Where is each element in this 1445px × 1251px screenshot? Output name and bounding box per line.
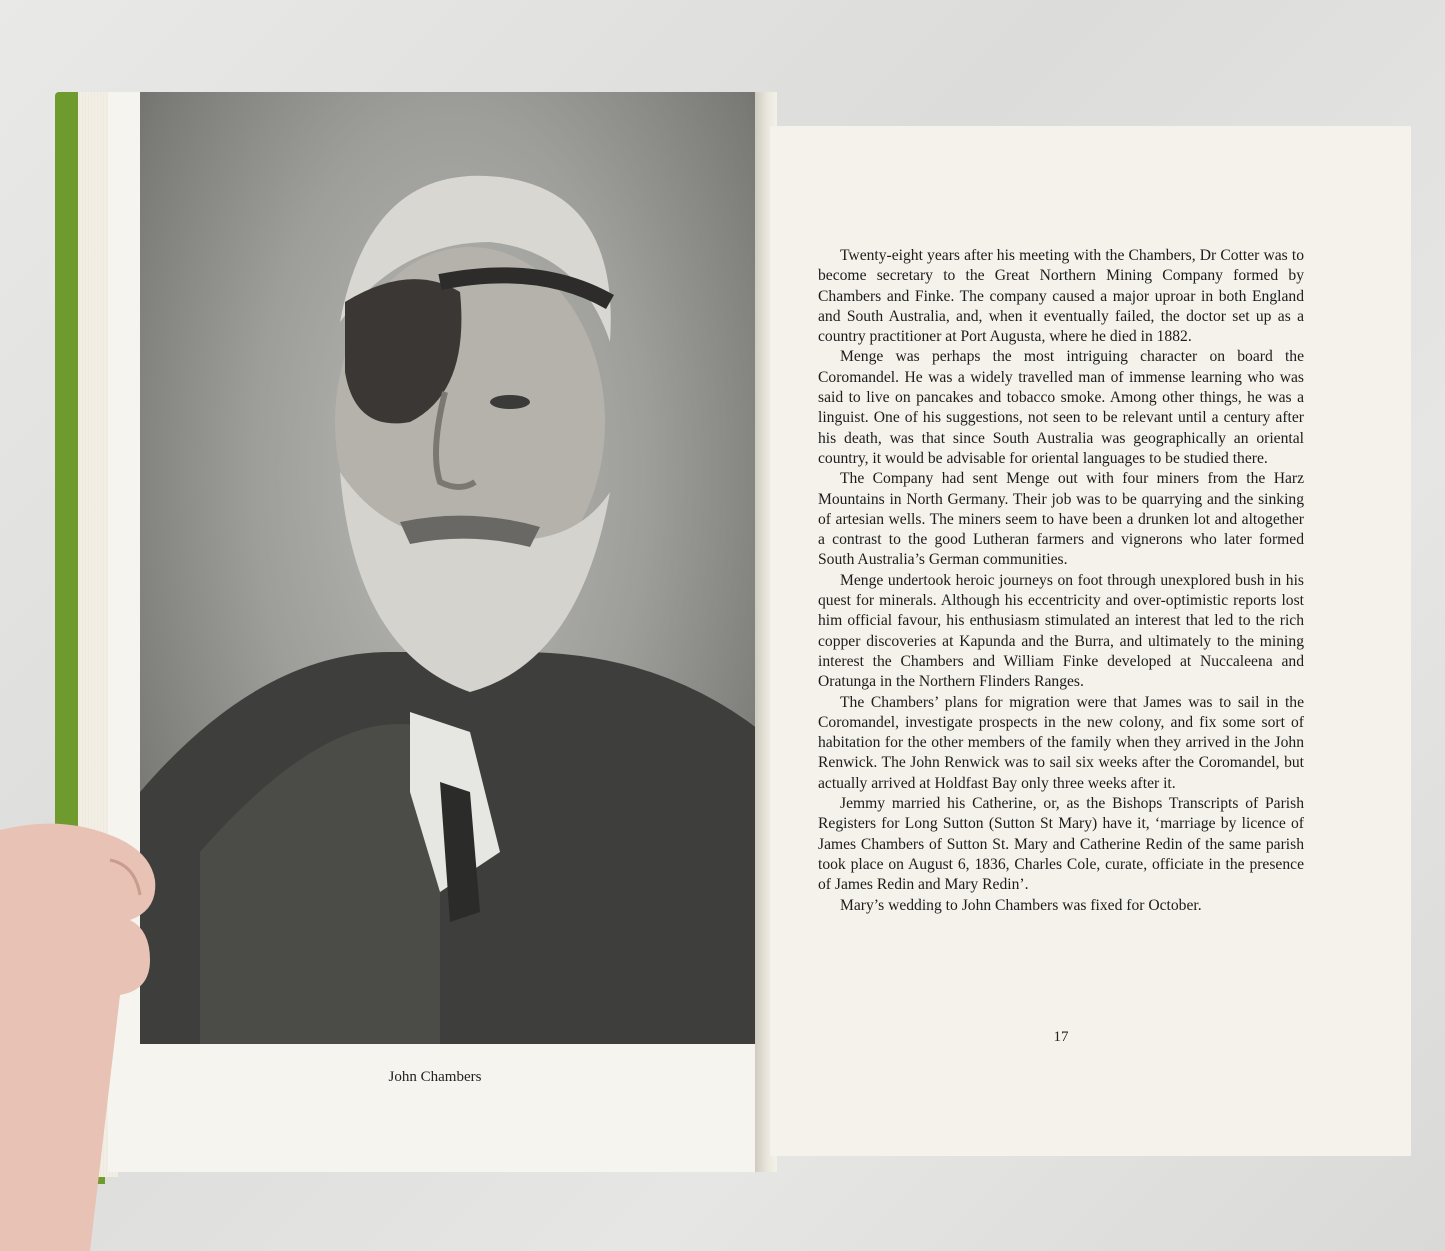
paragraph: Menge undertook heroic journeys on foot through unexplored bush in his quest for minerals. Although his eccentricity and over-optimistic reports lost him official favour, his enthusiasm stimulated an interest that led to the rich copper discoveries at Kapunda and the Burra, and ultimately to the mining interest the Chambers and William Finke developed at Nuccaleena and Oratunga in the Northern Flinders Ranges.: [818, 571, 1304, 691]
hand-icon: [0, 820, 160, 1251]
portrait-photo: [140, 92, 762, 1044]
paragraph: The Company had sent Menge out with four miners from the Harz Mountains in North Germany. Their job was to be quarrying and the sinking of artesian wells. The miners seem to have been a drunken lot and altogether a contrast to the good Lutheran farmers and vignerons who later formed South Australia’s German communities.: [818, 470, 1304, 569]
portrait-photo-icon: [140, 92, 762, 1044]
paragraph: Menge was perhaps the most intriguing character on board the Coromandel. He was a widely travelled man of immense learning who was said to live on pancakes and tobacco smoke. Among other things, he was a linguist. One of his suggestions, not seen to be relevant until a century after his death, was that since South Australia was geographically an oriental country, it would be advisable for oriental languages to be studied there.: [818, 348, 1304, 467]
paragraph: Jemmy married his Catherine, or, as the Bishops Transcripts of Parish Registers for Long Sutton (Sutton St Mary) have it, ‘marriage by licence of James Chambers of Sutton St. Mary and Catherine Redin of the same parish took place on August 6, 1836, Charles Cole, curate, officiate in the presence of James Redin and Mary Redin’.: [818, 795, 1304, 894]
paragraph: Twenty-eight years after his meeting with the Chambers, Dr Cotter was to become secretary to the Great Northern Mining Company formed by Chambers and Finke. The company caused a major uproar in both England and South Australia, and, when it eventually failed, the doctor set up as a country practitioner at Port Augusta, where he died in 1882.: [818, 247, 1304, 346]
left-page: [108, 92, 762, 1172]
body-text: [818, 246, 1304, 916]
page-number: 17: [1053, 1029, 1069, 1045]
paragraph: The Chambers’ plans for migration were that James was to sail in the Coromandel, investigate prospects in the new colony, and fix some sort of habitation for the other members of the family when they arrived in the John Renwick. The John Renwick was to sail six weeks after the Coromandel, but actually arrived at Holdfast Bay only three weeks after it.: [818, 693, 1304, 792]
hand: [0, 820, 160, 1251]
paragraph: Mary’s wedding to John Chambers was fixed for October.: [840, 896, 1202, 914]
right-page: [770, 126, 1411, 1156]
photo-caption: John Chambers: [388, 1069, 482, 1085]
